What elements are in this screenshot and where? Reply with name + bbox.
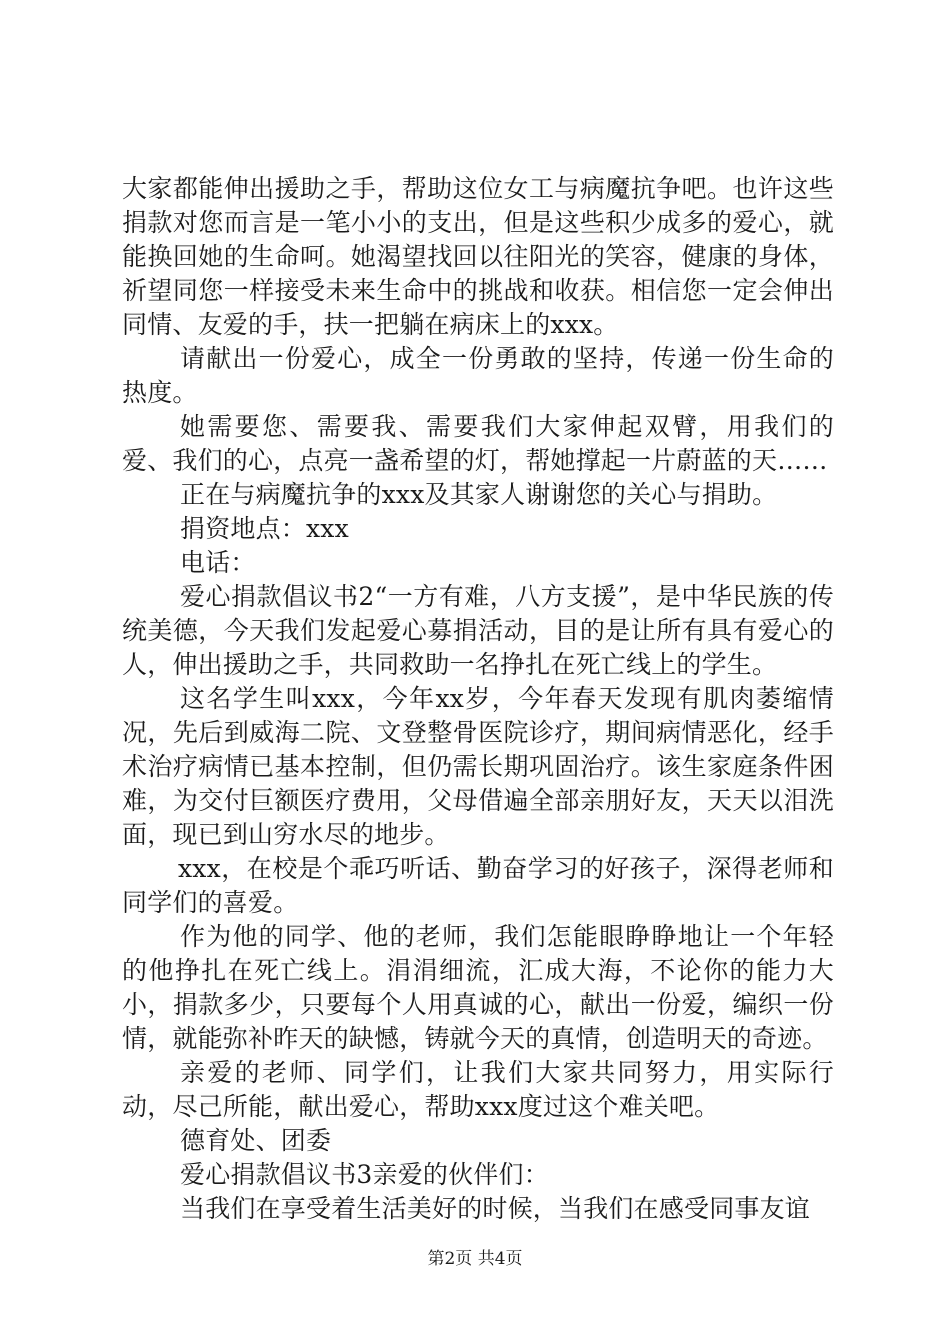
paragraph: 爱心捐款倡议书2“一方有难，八方支援”，是中华民族的传统美德，今天我们发起爱心募捐活动，目的是让所有具有爱心的人，伸出援助之手，共同救助一名挣扎在死亡线上的学生。	[122, 582, 834, 679]
document-body	[122, 172, 834, 1226]
paragraph: 大家都能伸出援助之手，帮助这位女工与病魔抗争吧。也许这些捐款对您而言是一笔小小的支出，但是这些积少成多的爱心，就能换回她的生命呵。她渴望找回以往阳光的笑容，健康的身体，祈望同您一样接受未来生命中的挑战和收获。相信您一定会伸出同情、友爱的手，扶一把躺在病床上的xxx。	[122, 174, 834, 339]
paragraph: 正在与病魔抗争的xxx及其家人谢谢您的关心与捐助。	[180, 480, 778, 509]
paragraph: 她需要您、需要我、需要我们大家伸起双臂，用我们的爱、我们的心，点亮一盏希望的灯，帮她撑起一片蔚蓝的天……	[122, 412, 834, 475]
paragraph: 捐资地点：xxx	[180, 514, 349, 543]
paragraph: 当我们在享受着生活美好的时候，当我们在感受同事友谊	[180, 1194, 811, 1223]
paragraph: 德育处、团委	[180, 1126, 332, 1155]
paragraph: xxx，在校是个乖巧听话、勤奋学习的好孩子，深得老师和同学们的喜爱。	[122, 854, 834, 917]
page-number-footer: 第2页 共4页	[427, 1249, 523, 1269]
paragraph: 作为他的同学、他的老师，我们怎能眼睁睁地让一个年轻的他挣扎在死亡线上。涓涓细流，汇成大海，不论你的能力大小，捐款多少，只要每个人用真诚的心，献出一份爱，编织一份情，就能弥补昨天的缺憾，铸就今天的真情，创造明天的奇迹。	[122, 922, 834, 1053]
paragraph: 电话：	[180, 548, 256, 577]
paragraph: 爱心捐款倡议书3亲爱的伙伴们：	[180, 1160, 549, 1189]
paragraph: 请献出一份爱心，成全一份勇敢的坚持，传递一份生命的热度。	[122, 344, 834, 407]
paragraph: 亲爱的老师、同学们，让我们大家共同努力，用实际行动，尽己所能，献出爱心，帮助xxx度过这个难关吧。	[122, 1058, 834, 1121]
paragraph: 这名学生叫xxx，今年xx岁，今年春天发现有肌肉萎缩情况，先后到威海二院、文登整骨医院诊疗，期间病情恶化，经手术治疗病情已基本控制，但仍需长期巩固治疗。该生家庭条件困难，为交付巨额医疗费用，父母借遍全部亲朋好友，天天以泪洗面，现已到山穷水尽的地步。	[122, 684, 834, 849]
